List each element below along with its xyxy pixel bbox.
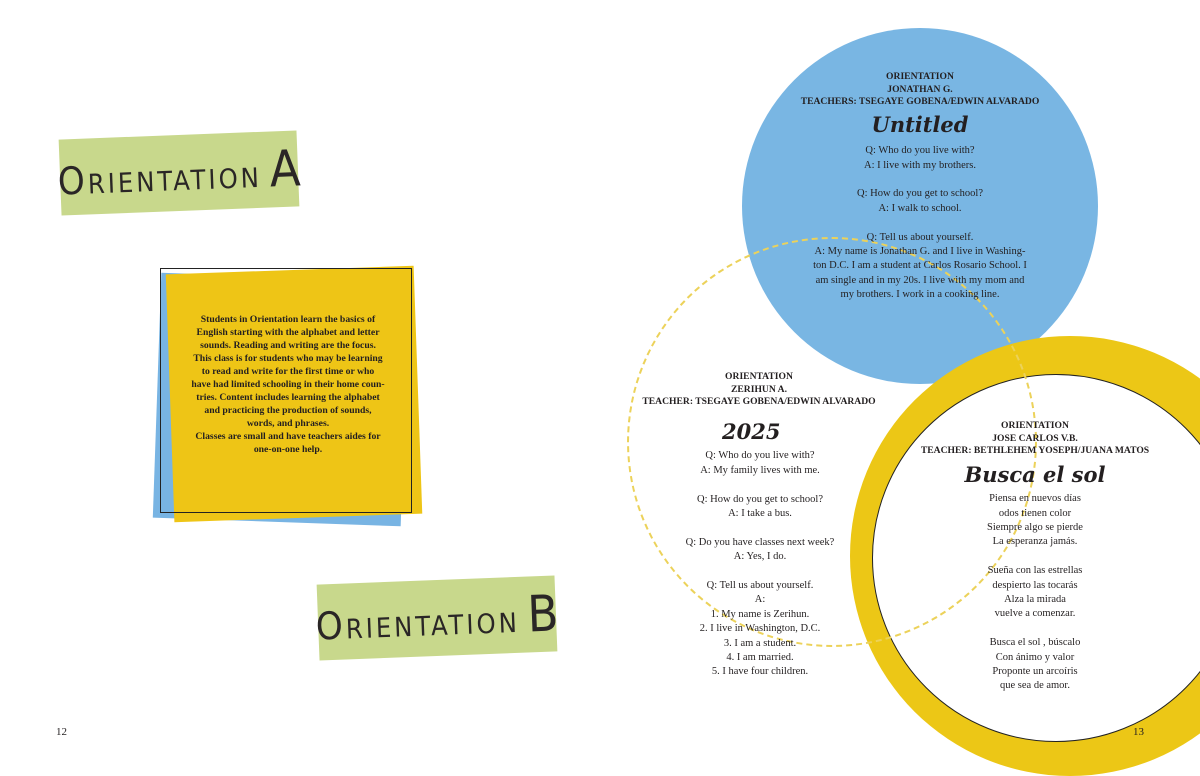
qa-line: 4. I am married. [726,652,794,664]
header-line: ORIENTATION [886,71,954,82]
stanza-line: que sea de amor. [1000,680,1070,692]
orientation-a-title-box [59,130,300,215]
qa-block [770,144,1070,173]
spacer [770,173,1070,187]
qa-block [770,231,1070,303]
qa-line: Q: How do you get to school? [697,493,823,505]
header-line: TEACHER: TSEGAYE GOBENA/EDWIN ALVARADO [642,396,876,408]
jose-carlos-header [900,420,1170,458]
header-line: TEACHERS: TSEGAYE GOBENA/EDWIN ALVARADO [800,96,1040,108]
description-line: to read and write for the first time or who [201,366,375,377]
jose-carlos-poem [900,420,1170,694]
orientation-b-label: Orientation [314,596,521,649]
qa-block [640,493,880,522]
qa-line: Q: Do you have classes next week? [685,536,835,548]
description-line: Classes are small and have teachers aides for [195,431,381,442]
orientation-b-title [315,584,560,651]
stanza-line: Proponte un arcoíris [992,666,1078,678]
header-line: JONATHAN G. [887,83,953,95]
qa-line: am single and in my 20s. I live with my mom and [815,274,1025,286]
qa-line: A: [754,594,766,606]
spacer [900,622,1170,636]
description-line: English starting with the alphabet and letter [196,327,380,338]
orientation-b-title-box [314,575,560,660]
description-line: This class is for students who may be learning [193,353,383,364]
description-line: sounds. Reading and writing are the focus. [200,340,376,351]
qa-line: A: My name is Jonathan G. and I live in Washing- [814,246,1026,257]
jonathan-story [770,71,1070,303]
qa-line: ton D.C. I am a student at Carlos Rosario School. I [813,260,1027,272]
poem-stanzas [900,492,1170,694]
poem-title: Busca el sol [964,461,1106,487]
qa-line: 5. I have four children. [711,666,809,678]
stanza-line: La esperanza jamás. [992,536,1078,548]
header-line: JOSE CARLOS V.B. [992,432,1078,444]
qa-line: Q: Who do you live with? [705,450,815,462]
description-line: words, and phrases. [246,418,330,429]
stanza-line: despierto las tocarás [992,579,1078,591]
orientation-a-title [57,139,302,206]
description-line: have had limited schooling in their home coun- [191,379,385,390]
description-line: and practicing the production of sounds, [204,405,372,416]
orientation-a-letter: A [268,139,302,199]
zerihun-story [620,371,898,409]
jonathan-header [770,71,1070,109]
qa-block [640,579,880,680]
spacer [900,550,1170,564]
qa-line: Q: Who do you live with? [865,145,975,157]
orientation-a-label: Orientation [57,151,263,204]
qa-line: Q: How do you get to school? [857,188,983,200]
zerihun-body [640,419,880,680]
qa-line: Q: Tell us about yourself. [706,580,814,592]
header-line: ORIENTATION [1001,420,1069,431]
stanza-line: Busca el sol , búscalo [989,637,1081,649]
qa-line: 2. I live in Washington, D.C. [699,623,821,635]
stanza-line: Alza la mirada [1004,594,1066,606]
stanza-line: odos tienen color [998,507,1072,519]
stanza-line: Piensa en nuevos días [989,493,1081,505]
header-line: ORIENTATION [725,371,793,382]
spacer [640,478,880,492]
qa-line: A: My family lives with me. [700,464,820,476]
orientation-description [176,313,400,456]
jonathan-qa [770,144,1070,302]
stanza-line: Con ánimo y valor [995,651,1075,663]
qa-line: A: I walk to school. [878,202,962,214]
stanza-line: vuelve a comenzar. [994,608,1076,620]
zerihun-header [620,371,898,409]
stanza-line: Sueña con las estrellas [987,565,1083,577]
spacer [640,521,880,535]
qa-line: Q: Tell us about yourself. [866,231,974,243]
qa-line: A: I live with my brothers. [864,159,976,171]
qa-block [640,536,880,565]
spacer [770,216,1070,230]
spacer [640,565,880,579]
header-line: ZERIHUN A. [731,383,787,395]
qa-line: A: I take a bus. [728,508,792,520]
orientation-b-letter: B [526,584,560,644]
zerihun-qa [640,449,880,679]
stanza-block [900,492,1170,550]
qa-block [770,187,1070,216]
page-number-right: 13 [1133,726,1144,738]
qa-line: A: Yes, I do. [733,551,787,563]
zerihun-title: 2025 [722,419,781,444]
header-line: TEACHER: BETHLEHEM YOSEPH/JUANA MATOS [920,445,1150,457]
stanza-block [900,636,1170,694]
description-line: Students in Orientation learn the basics of [200,314,376,325]
description-line: one-on-one help. [253,444,323,455]
stanza-line: Siempre algo se pierde [987,522,1083,533]
stanza-block [900,564,1170,622]
qa-block [640,449,880,478]
qa-line: 3. I am a student. [723,637,797,649]
page-number-left: 12 [56,726,67,738]
qa-line: 1. My name is Zerihun. [710,608,810,620]
qa-line: my brothers. I work in a cooking line. [840,289,1000,301]
description-line: tries. Content includes learning the alphabet [196,392,380,403]
jonathan-title: Untitled [871,111,969,137]
